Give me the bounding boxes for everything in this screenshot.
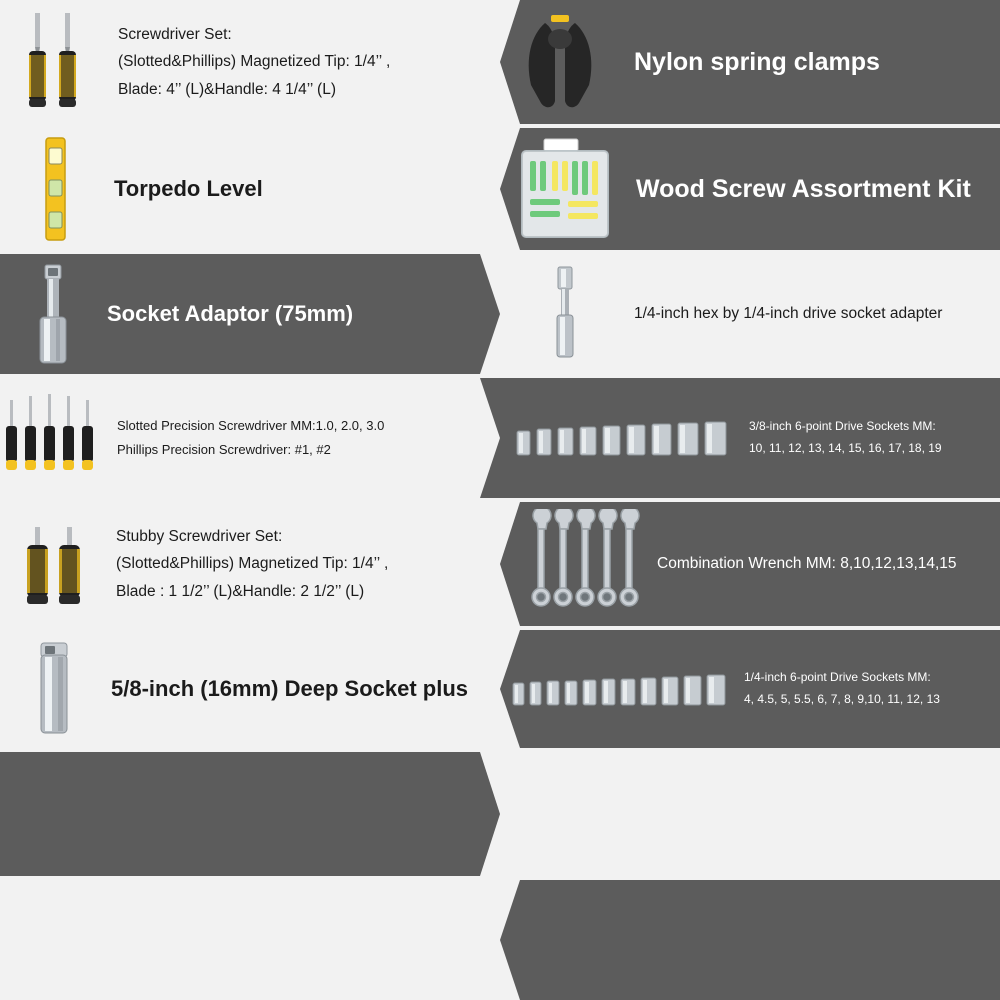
spec-row-4 <box>0 378 1000 498</box>
spec-line: (Slotted&Phillips) Magnetized Tip: 1/4’’ , <box>118 53 391 71</box>
spec-row-5-left-text <box>110 523 388 604</box>
hex-drive-adapter-icon <box>500 254 630 374</box>
three-eighths-socket-row-icon <box>500 378 745 498</box>
spec-row-5-right <box>500 502 1000 626</box>
spec-row-2-left <box>0 128 500 250</box>
spec-row-3-right-text <box>630 300 942 327</box>
stubby-screwdriver-pair-icon <box>0 502 110 626</box>
spec-line: Blade : 1 1/2’’ (L)&Handle: 2 1/2’’ (L) <box>116 582 365 600</box>
spec-row-2-right <box>500 128 1000 250</box>
screw-assortment-box-icon <box>500 128 630 250</box>
spec-row-2-right-text <box>630 175 971 204</box>
spec-line: Screwdriver Set: <box>118 26 232 44</box>
spec-row-1-right-text <box>620 48 880 77</box>
spec-row-1-right <box>500 0 1000 124</box>
spec-row-2 <box>0 128 1000 250</box>
spec-line: 4, 4.5, 5, 5.5, 6, 7, 8, 9,10, 11, 12, 13 <box>744 692 940 706</box>
spec-title: 5/8-inch (16mm) Deep Socket plus <box>111 676 468 701</box>
spec-line: 10, 11, 12, 13, 14, 15, 16, 17, 18, 19 <box>749 441 942 455</box>
quarter-inch-socket-row-icon <box>500 630 740 748</box>
band-8-background <box>0 880 1000 1000</box>
spec-row-1-left <box>0 0 500 124</box>
spec-row-6-left-text <box>105 676 468 702</box>
spec-row-3 <box>0 254 1000 374</box>
spec-row-6-right <box>500 630 1000 748</box>
spec-line: (Slotted&Phillips) Magnetized Tip: 1/4’’ , <box>116 555 389 573</box>
spec-line: 1/4-inch hex by 1/4-inch drive socket adapter <box>634 305 943 323</box>
spec-line: Combination Wrench MM: 8,10,12,13,14,15 <box>657 555 957 573</box>
spec-row-6-left <box>0 630 500 748</box>
spec-line: Stubby Screwdriver Set: <box>116 528 283 546</box>
spec-row-3-right <box>500 254 1000 374</box>
spec-row-3-left <box>0 254 500 374</box>
spec-line: 3/8-inch 6-point Drive Sockets MM: <box>749 419 936 434</box>
spec-title: Socket Adaptor (75mm) <box>107 301 354 326</box>
combination-wrench-set-icon <box>500 502 655 626</box>
deep-socket-icon <box>0 630 105 748</box>
spec-line: Phillips Precision Screwdriver: #1, #2 <box>117 442 331 457</box>
spec-row-4-left <box>0 378 500 498</box>
precision-screwdriver-set-icon <box>0 378 115 498</box>
spec-row-4-right-text <box>745 416 942 459</box>
screwdriver-pair-icon <box>0 0 110 124</box>
spec-row-3-left-text <box>105 301 353 327</box>
spec-row-1-left-text <box>110 21 390 102</box>
spec-row-6-right-text <box>740 667 940 710</box>
spec-line: 1/4-inch 6-point Drive Sockets MM: <box>744 670 931 685</box>
spec-title: Torpedo Level <box>114 176 263 201</box>
band-7-background <box>0 752 1000 876</box>
spec-title: Wood Screw Assortment Kit <box>636 174 971 203</box>
spring-clamp-icon <box>500 0 620 124</box>
spec-line: Blade: 4’’ (L)&Handle: 4 1/4’’ (L) <box>118 80 336 98</box>
spec-row-4-right <box>500 378 1000 498</box>
spec-title: Nylon spring clamps <box>634 47 880 76</box>
torpedo-level-icon <box>0 128 110 250</box>
spec-row-5-left <box>0 502 500 626</box>
spec-row-5-right-text <box>655 550 957 577</box>
spec-row-2-left-text <box>110 176 263 202</box>
spec-row-6 <box>0 630 1000 748</box>
spec-line: Slotted Precision Screwdriver MM:1.0, 2.0, 3.0 <box>117 417 385 433</box>
socket-adaptor-icon <box>0 254 105 374</box>
spec-row-4-left-text <box>115 414 384 462</box>
spec-row-5 <box>0 502 1000 626</box>
spec-row-1 <box>0 0 1000 124</box>
